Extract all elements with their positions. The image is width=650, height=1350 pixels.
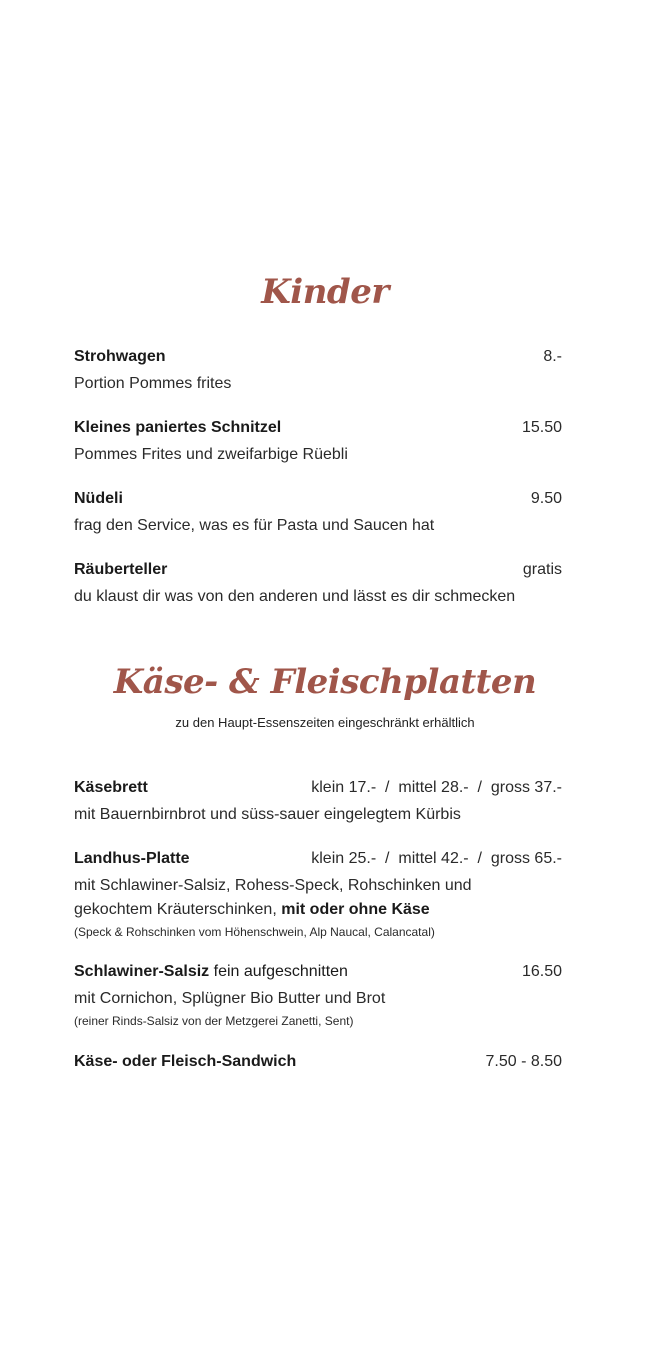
menu-item-kaesebrett bbox=[74, 779, 562, 827]
item-name: Nüdeli bbox=[74, 490, 123, 507]
item-name: Schlawiner-Salsiz bbox=[74, 963, 210, 980]
menu-item-raeuberteller bbox=[74, 561, 562, 609]
item-name: Kleines paniertes Schnitzel bbox=[74, 419, 282, 436]
item-description: mit Bauernbirnbrot und süss-sauer eingelegtem Kürbis bbox=[74, 806, 461, 823]
item-price: 8.- bbox=[543, 348, 562, 365]
item-description-text: gekochtem Kräuterschinken, bbox=[74, 901, 282, 918]
item-name: Käse- oder Fleisch-Sandwich bbox=[74, 1053, 297, 1070]
menu-item-schnitzel bbox=[74, 419, 562, 467]
section-title-platten: Käse- & Fleischplatten bbox=[113, 662, 537, 702]
item-description-bold: mit oder ohne Käse bbox=[281, 901, 430, 918]
item-name: Räuberteller bbox=[74, 561, 168, 578]
item-price: gratis bbox=[522, 561, 562, 578]
item-price: 7.50 - 8.50 bbox=[485, 1053, 562, 1070]
item-price: 15.50 bbox=[521, 419, 562, 436]
menu-item-nuedeli bbox=[74, 490, 562, 538]
item-name-wrapper bbox=[74, 963, 348, 981]
item-note: (Speck & Rohschinken vom Höhenschwein, Alp Naucal, Calancatal) bbox=[74, 925, 435, 939]
item-description: du klaust dir was von den anderen und lässt es dir schmecken bbox=[74, 588, 516, 605]
item-size-prices: klein 25.- / mittel 42.- / gross 65.- bbox=[311, 850, 562, 867]
item-note: (reiner Rinds-Salsiz von der Metzgerei Zanetti, Sent) bbox=[74, 1014, 354, 1028]
item-name-suffix: fein aufgeschnitten bbox=[209, 963, 348, 980]
item-description: mit Cornichon, Splügner Bio Butter und Brot bbox=[74, 990, 386, 1007]
item-size-prices: klein 17.- / mittel 28.- / gross 37.- bbox=[311, 779, 562, 796]
item-description-line1: mit Schlawiner-Salsiz, Rohess-Speck, Rohschinken und bbox=[74, 877, 472, 894]
item-description: Pommes Frites und zweifarbige Rüebli bbox=[74, 446, 348, 463]
item-name: Strohwagen bbox=[74, 348, 166, 365]
item-price: 9.50 bbox=[530, 490, 562, 507]
menu-item-sandwich bbox=[74, 1053, 562, 1077]
item-description-line2 bbox=[74, 898, 562, 922]
section-subtitle: zu den Haupt-Essenszeiten eingeschränkt erhältlich bbox=[175, 715, 475, 730]
menu-item-strohwagen bbox=[74, 348, 562, 396]
section-title-kinder: Kinder bbox=[261, 272, 389, 312]
item-name: Käsebrett bbox=[74, 779, 148, 796]
item-price: 16.50 bbox=[521, 963, 562, 980]
menu-item-landhus-platte bbox=[74, 850, 562, 942]
item-description: Portion Pommes frites bbox=[74, 375, 232, 392]
menu-item-schlawiner-salsiz bbox=[74, 963, 562, 1031]
item-description: frag den Service, was es für Pasta und Saucen hat bbox=[74, 517, 435, 534]
item-name: Landhus-Platte bbox=[74, 850, 190, 867]
